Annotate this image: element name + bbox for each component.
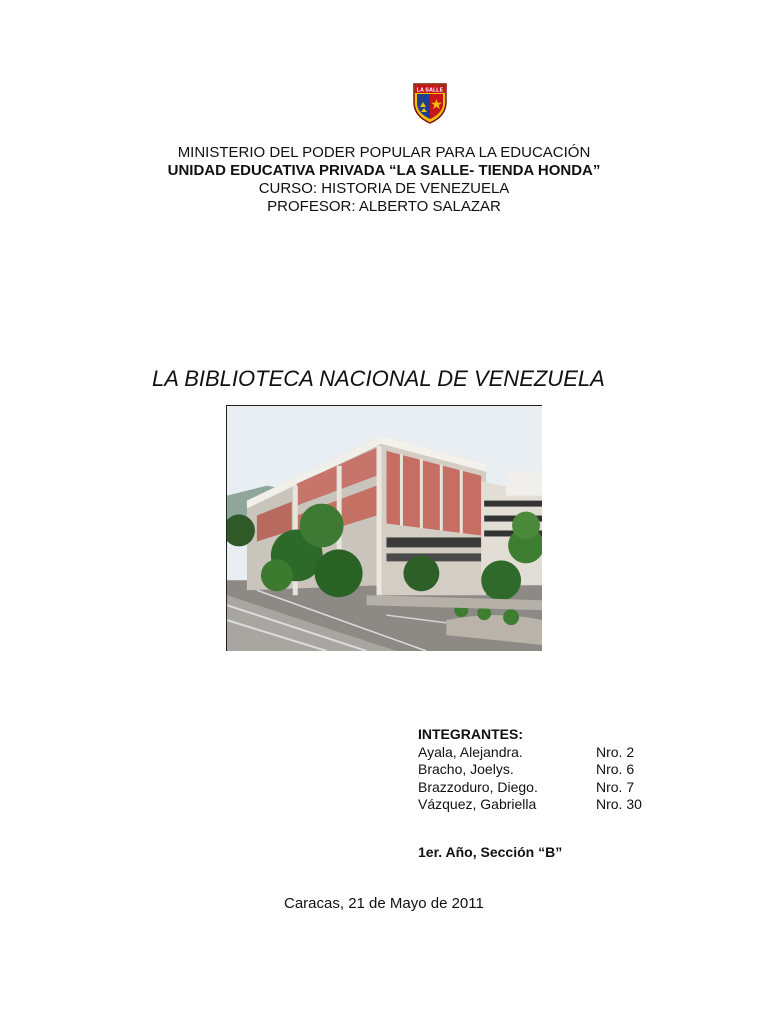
member-row	[418, 761, 678, 779]
document-title: LA BIBLIOTECA NACIONAL DE VENEZUELA	[152, 366, 605, 391]
member-number: Nro. 6	[596, 761, 635, 777]
ministry-line: MINISTERIO DEL PODER POPULAR PARA LA EDUCACIÓN	[177, 144, 591, 161]
members-list	[418, 726, 678, 814]
members-label: INTEGRANTES:	[418, 726, 523, 742]
grade-section: 1er. Año, Sección “B”	[418, 844, 563, 860]
member-row	[418, 779, 678, 797]
svg-text:LA SALLE: LA SALLE	[416, 87, 444, 94]
member-number: Nro. 7	[596, 778, 635, 795]
institution-header	[0, 144, 768, 216]
member-row	[418, 796, 678, 814]
professor-line: PROFESOR: ALBERTO SALAZAR	[267, 198, 501, 215]
member-name: Ayala, Alejandra.	[418, 743, 523, 760]
member-row	[418, 744, 678, 762]
member-number: Nro. 30	[596, 796, 642, 812]
member-number: Nro. 2	[596, 743, 635, 760]
school-crest-logo	[412, 80, 448, 124]
place-date: Caracas, 21 de Mayo de 2011	[284, 895, 484, 912]
course-line: CURSO: HISTORIA DE VENEZUELA	[258, 180, 510, 197]
member-name: Vázquez, Gabriella	[418, 796, 537, 812]
school-line: UNIDAD EDUCATIVA PRIVADA “LA SALLE- TIENDA HONDA”	[167, 162, 601, 179]
member-name: Brazzoduro, Diego.	[418, 778, 538, 795]
member-name: Bracho, Joelys.	[418, 761, 514, 777]
library-building-photo	[226, 405, 542, 651]
